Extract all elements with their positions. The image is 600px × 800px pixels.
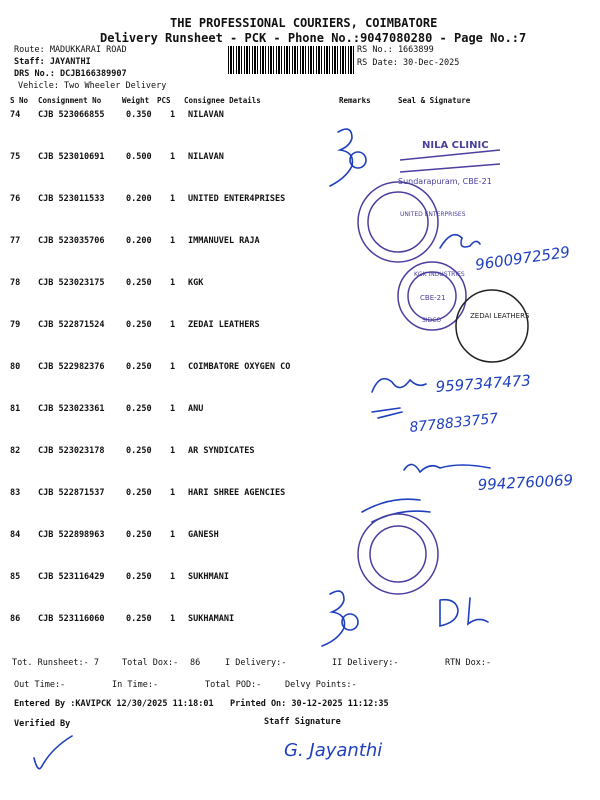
row-pcs: 1 (170, 530, 176, 540)
row-consignee: GANESH (188, 530, 219, 540)
col-consignment: Consignment No (38, 96, 102, 105)
row-consignee: HARI SHREE AGENCIES (188, 488, 286, 498)
verified-tick (34, 736, 72, 769)
row-pcs: 1 (170, 488, 176, 498)
row-pcs: 1 (170, 110, 176, 120)
row-sno: 85 (10, 572, 21, 582)
signature-row-80 (372, 379, 426, 392)
drs-label: DRS No.: DCJB166389907 (14, 69, 127, 79)
row-weight: 0.200 (126, 236, 152, 246)
row-sno: 74 (10, 110, 21, 120)
row-weight: 0.250 (126, 278, 152, 288)
row-pcs: 1 (170, 278, 176, 288)
row-consignment-no: CJB 522982376 (38, 362, 105, 372)
row-consignment-no: CJB 523023361 (38, 404, 105, 414)
svg-text:UNITED ENTERPRISES: UNITED ENTERPRISES (400, 211, 466, 218)
row-consignee: IMMANUVEL RAJA (188, 236, 260, 246)
row-consignment-no: CJB 523066855 (38, 110, 105, 120)
svg-text:SIDCO: SIDCO (422, 317, 442, 324)
row-sno: 79 (10, 320, 21, 330)
nila-clinic-stamp (398, 140, 500, 186)
rs-number: RS No.: 1663899 (357, 45, 434, 55)
row-weight: 0.250 (126, 530, 152, 540)
row-consignee: NILAVAN (188, 152, 224, 162)
col-pcs: PCS (157, 96, 171, 105)
row-pcs: 1 (170, 614, 176, 624)
out-time: Out Time:- (14, 680, 66, 690)
row-weight: 0.250 (126, 446, 152, 456)
row-consignment-no: CJB 523116429 (38, 572, 105, 582)
rs-date: RS Date: 30-Dec-2025 (357, 58, 460, 68)
row-consignment-no: CJB 522898963 (38, 530, 105, 540)
handwritten-phone-2: 9597347473 (435, 371, 532, 396)
row-weight: 0.200 (126, 194, 152, 204)
col-weight: Weight (122, 96, 150, 105)
col-seal: Seal & Signature (398, 96, 471, 105)
verified-by: Verified By (14, 719, 71, 729)
row-sno: 75 (10, 152, 21, 162)
receiver-mark-1 (330, 129, 353, 186)
route-label: Route: MADUKKARAI ROAD (14, 45, 127, 55)
row-consignee: AR SYNDICATES (188, 446, 255, 456)
signature-row-77 (440, 235, 480, 248)
staff-signature-label: Staff Signature (264, 717, 341, 727)
rtn-dox: RTN Dox:- (445, 658, 492, 668)
row-consignee: ANU (188, 404, 204, 414)
row-consignee: COIMBATORE OXYGEN CO (188, 362, 291, 372)
row-sno: 81 (10, 404, 21, 414)
signature-row-82 (404, 464, 490, 472)
row-weight: 0.250 (126, 488, 152, 498)
row-pcs: 1 (170, 446, 176, 456)
row-consignee: SUKHMANI (188, 572, 229, 582)
row-weight: 0.250 (126, 362, 152, 372)
row-consignment-no: CJB 523116060 (38, 614, 105, 624)
row-pcs: 1 (170, 362, 176, 372)
staff-label: Staff: JAYANTHI (14, 57, 91, 67)
in-time: In Time:- (112, 680, 159, 690)
svg-text:CBE-21: CBE-21 (420, 294, 446, 302)
col-consignee: Consignee Details (184, 96, 261, 105)
row-weight: 0.250 (126, 320, 152, 330)
zedai-leathers-stamp (456, 290, 530, 362)
runsheet-subtitle: Delivery Runsheet - PCK - Phone No.:9047080280 - Page No.:7 (100, 31, 527, 45)
svg-text:ZEDAI LEATHERS: ZEDAI LEATHERS (470, 312, 530, 320)
row-consignee: NILAVAN (188, 110, 224, 120)
col-remarks: Remarks (339, 96, 371, 105)
row-weight: 0.250 (126, 404, 152, 414)
row-weight: 0.500 (126, 152, 152, 162)
svg-text:Sundarapuram, CBE-21: Sundarapuram, CBE-21 (398, 177, 492, 186)
printed-on: Printed On: 30-12-2025 11:12:35 (230, 699, 389, 709)
row-sno: 84 (10, 530, 21, 540)
row-sno: 83 (10, 488, 21, 498)
row-consignee: UNITED ENTER4PRISES (188, 194, 286, 204)
svg-text:NILA CLINIC: NILA CLINIC (422, 140, 489, 151)
row-weight: 0.250 (126, 572, 152, 582)
signature-row-83 (362, 499, 430, 522)
entered-by: Entered By :KAVIPCK 12/30/2025 11:18:01 (14, 699, 214, 709)
signature-row-81 (372, 408, 402, 418)
row-consignment-no: CJB 522871524 (38, 320, 105, 330)
row-sno: 77 (10, 236, 21, 246)
united-enterprises-stamp (358, 182, 466, 262)
svg-text:KGK INDUSTRIES: KGK INDUSTRIES (414, 271, 465, 278)
row-sno: 80 (10, 362, 21, 372)
total-dox: Total Dox:- (122, 658, 179, 668)
row-consignment-no: CJB 523035706 (38, 236, 105, 246)
vehicle-label: Vehicle: Two Wheeler Delivery (18, 81, 167, 91)
row-pcs: 1 (170, 236, 176, 246)
row-consignment-no: CJB 522871537 (38, 488, 105, 498)
handwritten-phone-3: 8778833757 (408, 410, 500, 436)
col-sno: S No (10, 96, 29, 105)
total-dox-value: 86 (190, 658, 201, 668)
ii-delivery: II Delivery:- (332, 658, 399, 668)
row-weight: 0.250 (126, 614, 152, 624)
row-consignee: KGK (188, 278, 204, 288)
row-pcs: 1 (170, 194, 176, 204)
row-pcs: 1 (170, 320, 176, 330)
row-consignee: SUKHAMANI (188, 614, 235, 624)
row-weight: 0.350 (126, 110, 152, 120)
handwritten-phone-1: 9600972529 (474, 242, 572, 274)
row-consignment-no: CJB 523023175 (38, 278, 105, 288)
row-sno: 78 (10, 278, 21, 288)
row-consignment-no: CJB 523011533 (38, 194, 105, 204)
row-sno: 76 (10, 194, 21, 204)
row-sno: 86 (10, 614, 21, 624)
row-pcs: 1 (170, 404, 176, 414)
tot-runsheet: Tot. Runsheet:- 7 (12, 658, 99, 668)
staff-signature-handwritten: G. Jayanthi (284, 740, 383, 761)
receiver-mark-2 (322, 591, 345, 646)
delvy-points: Delvy Points:- (285, 680, 357, 690)
row-pcs: 1 (170, 152, 176, 162)
row-consignment-no: CJB 523023178 (38, 446, 105, 456)
handwritten-phone-4: 9942760069 (477, 471, 574, 494)
total-pod: Total POD:- (205, 680, 262, 690)
row-pcs: 1 (170, 572, 176, 582)
row-consignment-no: CJB 523010691 (38, 152, 105, 162)
signature-row-86 (440, 598, 488, 626)
row-consignee: ZEDAI LEATHERS (188, 320, 260, 330)
i-delivery: I Delivery:- (225, 658, 287, 668)
row-sno: 82 (10, 446, 21, 456)
circular-seal-stamp (358, 514, 438, 594)
page-title: THE PROFESSIONAL COURIERS, COIMBATORE (170, 16, 438, 30)
